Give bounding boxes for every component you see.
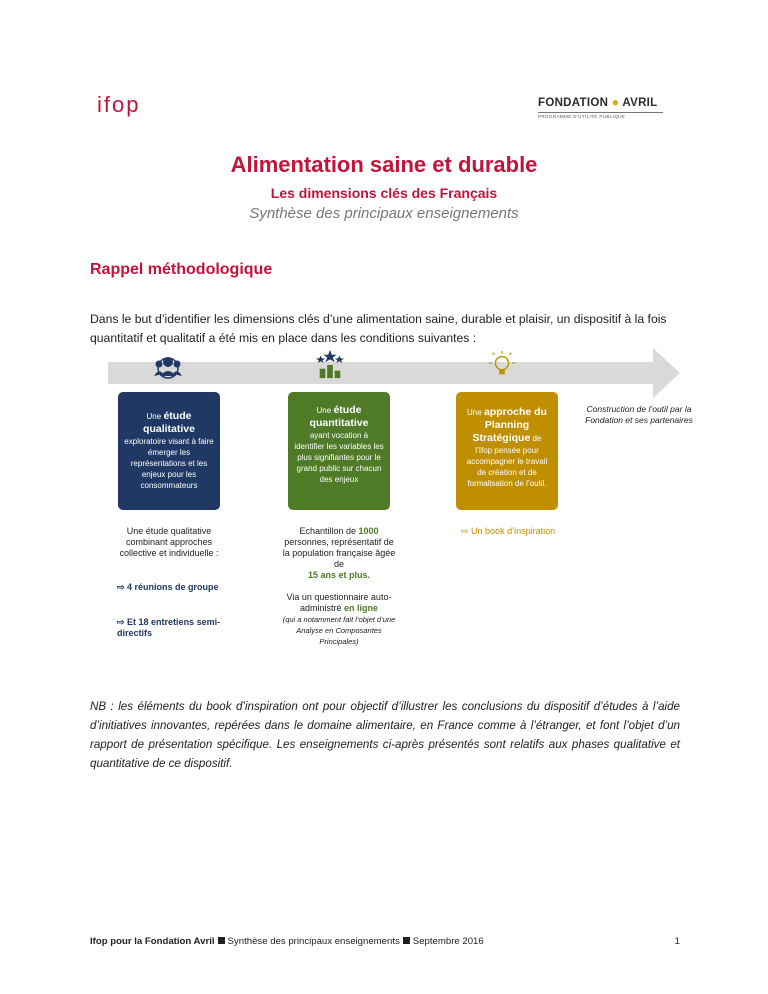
online-label: en ligne xyxy=(344,603,379,613)
section-title: Rappel méthodologique xyxy=(90,261,273,278)
construction-note: Construction de l’outil par la Fondation et ses partenaires xyxy=(585,404,693,425)
box-prefix: Une xyxy=(316,406,334,415)
sample-size: 1000 xyxy=(358,526,379,536)
page-title: Alimentation saine et durable xyxy=(230,152,538,177)
box-heading: étude qualitative xyxy=(143,410,195,435)
quantitative-details xyxy=(280,526,398,647)
square-separator-icon xyxy=(403,937,410,944)
intro-paragraph: Dans le but d’identifier les dimensions clés d’une alimentation saine, durable et plaisir, un dispositif à la fois quantitatif et qualitatif a été mis en place dans les conditions suivantes : xyxy=(90,312,667,345)
people-icon xyxy=(153,352,183,382)
box-prefix: Une xyxy=(467,408,484,417)
nb-paragraph: NB : les éléments du book d’inspiration ont pour objectif d’illustrer les conclusions du dispositif d’études à l’aide d’initiatives innovantes, repérées dans le domaine alimentaire, en France comme à l’étranger, et font l’objet d’un rapport de présentation spécifique. Les enseignements ci-après présentés sont relatifs aux phases qualitative et quantitative de ce dispositif. xyxy=(90,700,680,770)
method-text: Via un questionnaire auto-administré xyxy=(286,592,392,613)
page-number: 1 xyxy=(674,936,680,947)
quantitative-study-box xyxy=(288,392,390,510)
ifop-logo xyxy=(95,92,175,122)
qualitative-details: Une étude qualitative combinant approches collective et individuelle : xyxy=(119,526,219,558)
box-text: l’Ifop pensée pour accompagner le travail de création et de formalisation de l’outil. xyxy=(466,446,548,488)
square-separator-icon xyxy=(218,937,225,944)
timeline-arrow xyxy=(108,348,680,398)
book-inspiration-bullet: ⇨ Un book d’inspiration xyxy=(461,526,556,536)
box-heading: étude quantitative xyxy=(309,404,369,429)
page-subtitle: Les dimensions clés des Français xyxy=(270,185,498,201)
bullet-entretiens: ⇨ Et 18 entretiens semi-directifs xyxy=(117,617,221,638)
bullet-reunions: ⇨ 4 réunions de groupe xyxy=(117,582,219,592)
box-text: ayant vocation à identifier les variables les plus signifiantes pour le grand public sur chacun des enjeux xyxy=(294,431,384,484)
fondation-name: FONDATION xyxy=(538,97,609,109)
page-subtitle-secondary: Synthèse des principaux enseignements xyxy=(249,205,519,222)
acp-note: (qui a notamment fait l’objet d’une Analyse en Composantes Principales) xyxy=(282,615,396,646)
box-text: exploratoire visant à faire émerger les représentations et les enjeux pour les consommateurs xyxy=(124,437,214,490)
sample-text: Echantillon de xyxy=(299,526,359,536)
footer-org: Ifop pour la Fondation Avril xyxy=(90,936,215,947)
box-suffix: de xyxy=(530,434,542,443)
box-prefix: Une xyxy=(146,412,164,421)
footer-doc-title: Synthèse des principaux enseignements xyxy=(227,936,400,947)
footer-date: Septembre 2016 xyxy=(412,936,484,947)
dot-icon: ● xyxy=(611,95,620,109)
lightbulb-icon xyxy=(487,350,517,380)
box-heading: approche du Planning Stratégique xyxy=(472,406,547,444)
fondation-tagline: PROGRAMME D'UTILITÉ PUBLIQUE xyxy=(538,112,663,119)
avril-name: AVRIL xyxy=(622,97,658,109)
population-text: personnes, représentatif de la population française âgée de xyxy=(282,537,396,569)
page-footer xyxy=(90,936,680,947)
ifop-logo-text: ifop xyxy=(97,92,141,117)
planning-strategique-box xyxy=(456,392,558,510)
stars-podium-icon xyxy=(315,350,345,380)
fondation-avril-logo xyxy=(538,95,663,119)
age-range: 15 ans et plus. xyxy=(307,570,371,580)
qualitative-study-box xyxy=(118,392,220,510)
